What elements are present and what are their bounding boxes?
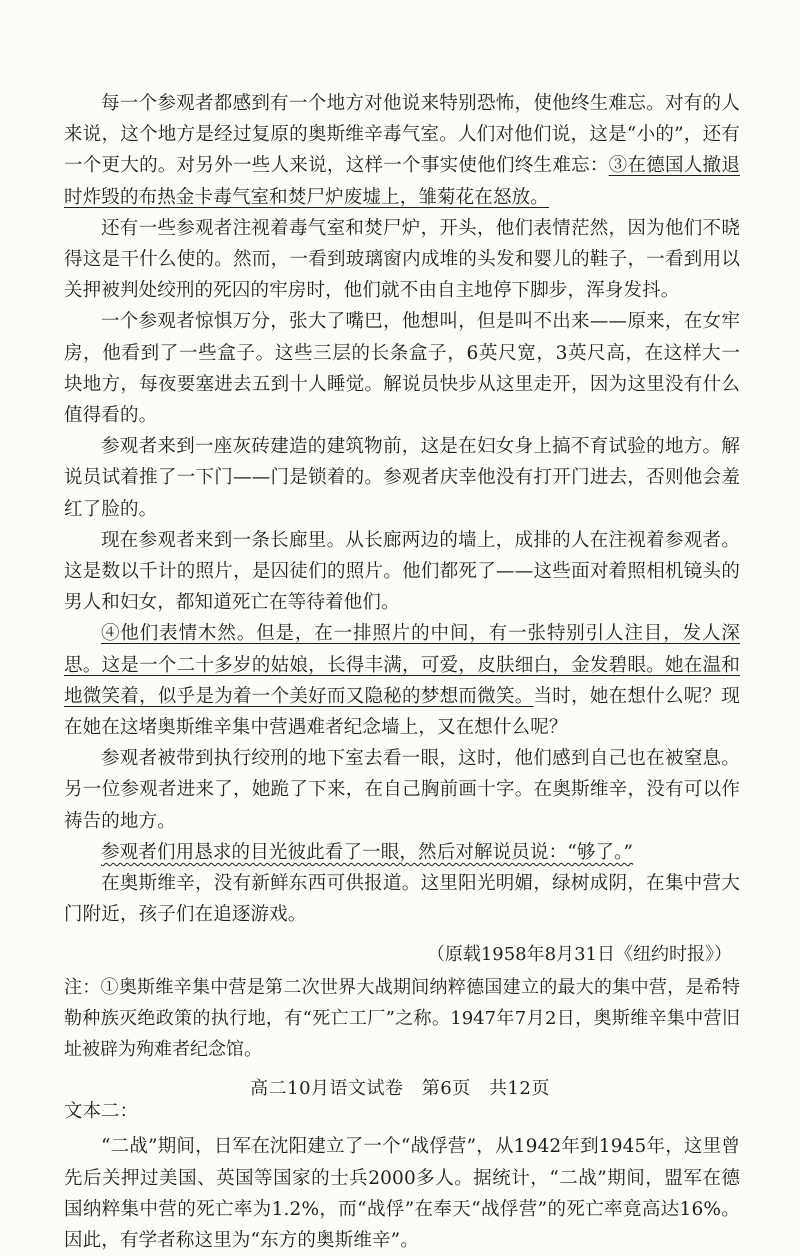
article-paragraph [64,431,740,525]
paragraph-text: 还有一些参观者注视着毒气室和焚尸炉，开头，他们表情茫然，因为他们不晓得这是干什么使的。然而，一看到玻璃窗内成堆的头发和婴儿的鞋子，一看到用以关押被判处绞刑的死囚的牢房时，他们就不由自主地停下脚步，浑身发抖。 [64,217,740,302]
article-paragraph [64,306,740,431]
paragraph-text: 参观者被带到执行绞刑的地下室去看一眼，这时，他们感到自己也在被窒息。另一位参观者进来了，她跪了下来，在自己胸前画十字。在奥斯维辛，没有可以作祷告的地方。 [64,748,740,832]
article-paragraph [64,837,740,868]
underlined-sentence: ④他们表情木然。但是，在一排照片的中间，有一张特别引人注目，发人深思。这是一个二十多岁的姑娘，长得丰满，可爱，皮肤细白，金发碧眼。她在温和地微笑着，似乎是为着一个美好而又隐秘的梦想而微笑。 [64,623,740,707]
source-citation: （原载1958年8月31日《纽约时报》） [426,944,732,966]
paragraph-text: 现在参观者来到一条长廊里。从长廊两边的墙上，成排的人在注视着参观者。这是数以千计的照片，是囚徒们的照片。他们都死了——这些面对着照相机镜头的男人和妇女，都知道死亡在等待着他们。 [64,529,740,614]
article-paragraph [64,868,740,930]
paragraph-text: 当时，她在想什么呢？现在她在这堵奥斯维辛集中营遇难者纪念墙上，又在想什么呢？ [64,685,740,739]
exam-title: 高二10月语文试卷 [250,1078,404,1099]
footnote: 注：①奥斯维辛集中营是第二次世界大战期间纳粹德国建立的最大的集中营，是希特勒种族灭绝政策的执行地，有“死亡工厂”之称。1947年7月2日，奥斯维辛集中营旧址被辟为殉难者纪念馆。 [64,977,740,1061]
article-paragraph [64,213,740,307]
paragraph-text: 参观者来到一座灰砖建造的建筑物前，这是在妇女身上搞不育试验的地方。解说员试着推了一下门——门是锁着的。参观者庆幸他没有打开门进去，否则他会羞红了脸的。 [64,436,740,520]
page-footer [0,1074,800,1100]
article-paragraph [64,525,740,619]
text-two-paragraph: “二战”期间，日军在沈阳建立了一个“战俘营”，从1942年到1945年，这里曾先后关押过美国、英国等国家的士兵2000多人。据统计，“二战”期间，盟军在德国纳粹集中营的死亡率为1.2%，而“战俘”在奉天“战俘营”的死亡率竟高达16%。因此，有学者称这里为“东方的奥斯维辛”。 [64,1136,740,1252]
text-two-heading: 文本二： [64,1101,139,1123]
article-paragraph [64,743,740,837]
paragraph-text: 一个参观者惊惧万分，张大了嘴巴，他想叫，但是叫不出来——原来，在女牢房，他看到了一些盒子。这些三层的长条盒子，6英尺宽，3英尺高，在这样大一块地方，每夜要塞进去五到十人睡觉。解说员快步从这里走开，因为这里没有什么值得看的。 [64,311,740,427]
page-number: 第6页 [421,1078,471,1099]
article-paragraph [64,88,740,213]
article-paragraph [64,618,740,743]
paragraph-text: 在奥斯维辛，没有新鲜东西可供报道。这里阳光明媚，绿树成阴，在集中营大门附近，孩子们在追逐游戏。 [64,873,740,926]
underlined-sentence: ③在德国人撤退时炸毁的布热金卡毒气室和焚尸炉废墟上，雏菊花在怒放。 [64,155,740,208]
article-paragraphs [64,88,740,930]
page-total: 共12页 [488,1078,550,1099]
underlined-sentence: 参观者们用恳求的目光彼此看了一眼，然后对解说员说：“够了。” [101,841,634,863]
paragraph-text: 每一个参观者都感到有一个地方对他说来特别恐怖，使他终生难忘。对有的人来说，这个地方是经过复原的奥斯维辛毒气室。人们对他们说，这是“小的”，还有一个更大的。对另外一些人来说，这样一个事实使他们终生难忘： [64,93,740,177]
